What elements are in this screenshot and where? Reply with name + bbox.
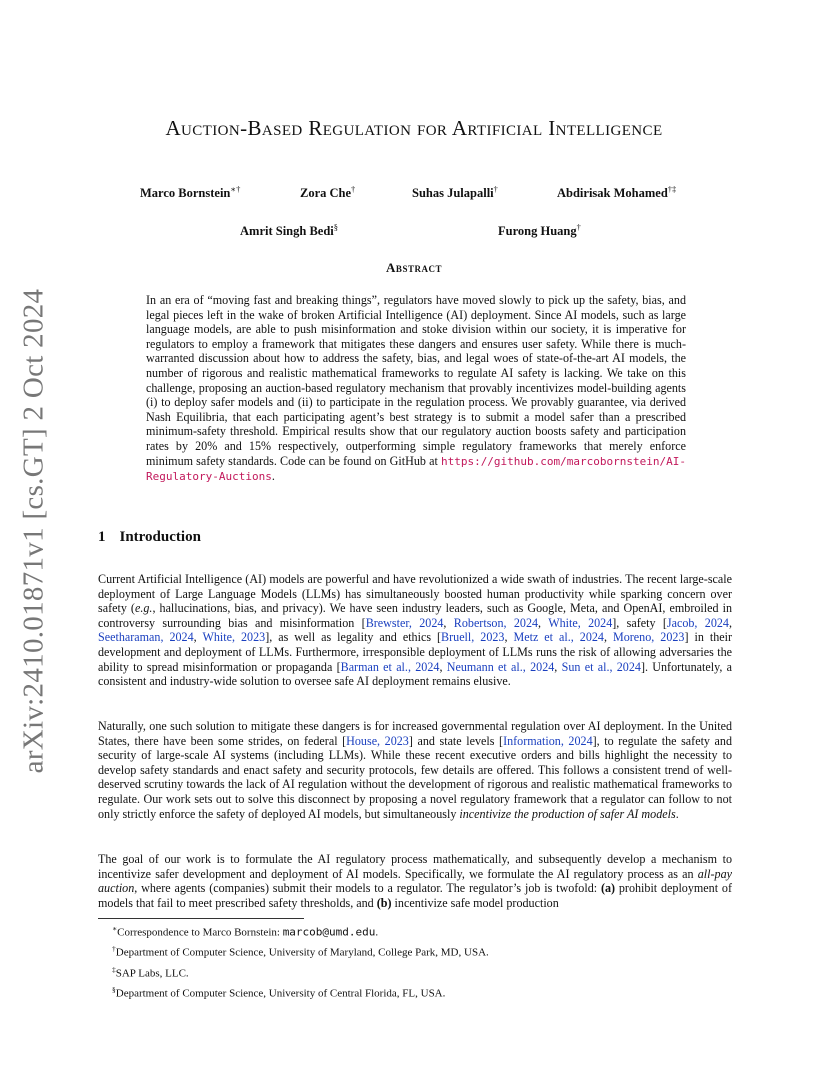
citation-link[interactable]: Moreno, 2023 — [612, 630, 685, 645]
citation-link[interactable]: Barman et al., 2024 — [340, 659, 440, 674]
author-amrit-singh-bedi: Amrit Singh Bedi§ — [240, 222, 339, 239]
citation-link[interactable]: Seetharaman, 2024 — [98, 630, 194, 645]
citation-link[interactable]: House, 2023 — [346, 733, 409, 748]
citation-link[interactable]: Jacob, 2024 — [666, 615, 729, 630]
paper-title: Auction-Based Regulation for Artificial Intelligence — [165, 116, 663, 140]
intro-paragraph-3: The goal of our work is to formulate the AI regulatory process mathematically, and subsequently develop a mechanism to incentivize safer development and deployment of AI models. Specifically, we formulate the AI regulatory process as an all-pay auction, where agents (companies) submit their models to a regulator. The regulator’s job is twofold: (a) prohibit deployment of models that fail to meet prescribed safety thresholds, and (b) incentivize safe model production — [98, 852, 732, 910]
author-zora-che: Zora Che† — [300, 184, 356, 201]
author-abdirisak-mohamed: Abdirisak Mohamed†‡ — [557, 184, 677, 201]
citation-link[interactable]: Bruell, 2023 — [441, 630, 505, 645]
citation-link[interactable]: Robertson, 2024 — [453, 615, 539, 630]
abstract-heading: Abstract — [386, 260, 442, 275]
citation-link[interactable]: White, 2024 — [548, 615, 613, 630]
citation-link[interactable]: Metz et al., 2024 — [513, 630, 604, 645]
citation-link[interactable]: Neumann et al., 2024 — [446, 659, 555, 674]
github-link[interactable]: https://github.com/marcobornstein/AI-Regulatory-Auctions — [146, 454, 686, 484]
intro-paragraph-2: Naturally, one such solution to mitigate these dangers is for increased governmental regulation over AI deployment. In the United States, there have been some strides, on federal [House, 2023] and state levels [Information, 2024], to regulate the safety and security of large-scale AI systems (including LLMs). While these recent executive orders and bills highlight the necessity to develop safety standards and enact safety and security protocols, few details are offered. This follows a consistent trend of well-deserved scrutiny towards the lack of AI regulation without the development of rigorous and realistic mathematical frameworks to regulate. Our work sets out to solve this disconnect by proposing a novel regulatory framework that a regulator can follow to not only strictly enforce the safety of deployed AI models, but simultaneously incentivize the production of safer AI models. — [98, 719, 733, 821]
author-furong-huang: Furong Huang† — [498, 222, 581, 239]
email-link[interactable]: marcob@umd.edu — [282, 925, 376, 939]
footnote-affiliation-sap: ‡SAP Labs, LLC. — [112, 964, 189, 980]
section-heading-introduction: 1 Introduction — [98, 529, 201, 545]
author-marco-bornstein: Marco Bornstein∗† — [140, 184, 241, 201]
citation-link[interactable]: Brewster, 2024 — [365, 615, 444, 630]
citation-link[interactable]: Information, 2024 — [503, 733, 593, 748]
citation-link[interactable]: White, 2023 — [202, 630, 266, 645]
intro-paragraph-1: Current Artificial Intelligence (AI) models are powerful and have revolutionized a wide swath of industries. The recent large-scale deployment of Large Language Models (LLMs) has simultaneously boosted human productivity while sparking concern over safety (e.g., hallucinations, bias, and privacy). We have seen industry leaders, such as Google, Meta, and OpenAI, embroiled in controversy surrounding bias and misinformation [Brewster, 2024, Robertson, 2024, White, 2024], safety [Jacob, 2024, Seetharaman, 2024, White, 2023], as well as legality and ethics [Bruell, 2023, Metz et al., 2024, Moreno, 2023] in their development and deployment of LLMs. Furthermore, irresponsible deployment of LLMs runs the risk of allowing adversaries the ability to spread misinformation or propaganda [Barman et al., 2024, Neumann et al., 2024, Sun et al., 2024]. Unfortunately, a consistent and industry-wide solution to oversee safe AI deployment remains elusive. — [98, 572, 733, 689]
footnotes — [112, 921, 489, 1002]
footnote-affiliation-ucf: §Department of Computer Science, University of Central Florida, FL, USA. — [112, 984, 446, 1000]
arxiv-identifier: arXiv:2410.01871v1 [cs.GT] 2 Oct 2024 — [17, 288, 50, 774]
abstract-text: In an era of “moving fast and breaking things”, regulators have moved slowly to pick up the safety, bias, and legal pieces left in the wake of broken Artificial Intelligence (AI) deployment. Since AI models, such as large language models, are able to push misinformation and stoke division within our society, it is imperative for regulators to employ a framework that mitigates these dangers and ensures user safety. While there is much-warranted discussion about how to address the safety, bias, and legal woes of state-of-the-art AI models, the number of rigorous and realistic mathematical frameworks to regulate AI safety is lacking. We take on this challenge, proposing an auction-based regulatory mechanism that provably incentivizes model-building agents (i) to deploy safer models and (ii) to participate in the regulation process. We provably guarantee, via derived Nash Equilibria, that each participating agent’s best strategy is to submit a model safer than a prescribed minimum-safety threshold. Empirical results show that our regulatory auction boosts safety and participation rates by 20% and 15% respectively, outperforming simple regulatory frameworks that merely enforce minimum safety standards. Code can be found on GitHub at https://github.com/marcobornstein/AI-Regulatory-Auctions. — [146, 293, 686, 484]
citation-link[interactable]: Sun et al., 2024 — [561, 659, 641, 674]
footnote-separator — [98, 918, 304, 919]
footnote-correspondence: ∗Correspondence to Marco Bornstein: marcob@umd.edu. — [112, 924, 379, 939]
footnote-affiliation-umd: †Department of Computer Science, University of Maryland, College Park, MD, USA. — [112, 944, 489, 959]
author-suhas-julapalli: Suhas Julapalli† — [412, 184, 498, 201]
